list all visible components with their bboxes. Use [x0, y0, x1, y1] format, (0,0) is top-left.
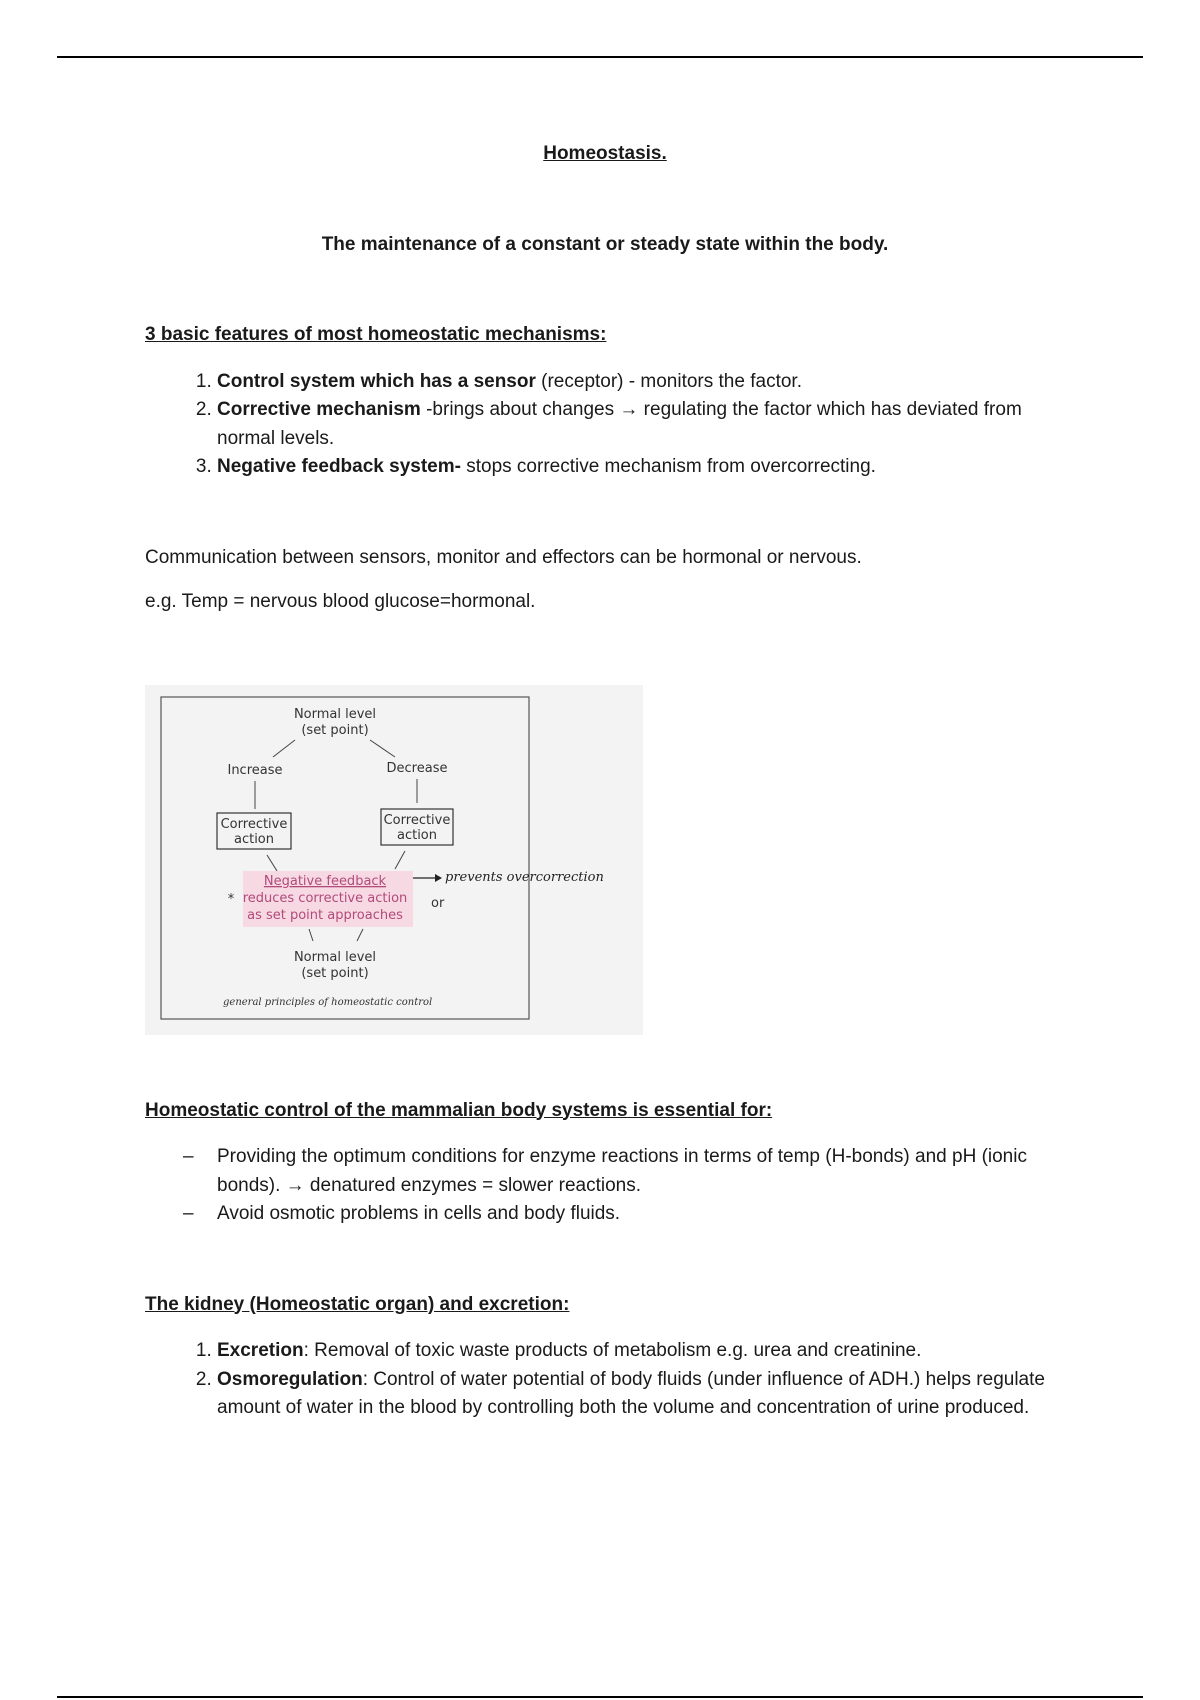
page-title: Homeostasis. — [543, 143, 667, 164]
corrective-right-2: action — [396, 827, 438, 843]
reduces-corrective: reduces corrective action — [242, 890, 408, 906]
list-item — [217, 368, 1065, 397]
essential-heading: Homeostatic control of the mammalian body systems is essential for: — [145, 1099, 773, 1121]
item-text: (receptor) - monitors the factor. — [535, 370, 802, 392]
list-item: – Avoid osmotic problems in cells and body fluids. — [217, 1200, 1065, 1229]
arrow-to-decrease — [370, 740, 395, 757]
item-bold: Corrective mechanism — [217, 399, 421, 420]
bottom-normal-level: Normal level — [293, 949, 377, 965]
footer-rule — [57, 1696, 1143, 1698]
list-item — [217, 396, 1065, 453]
increase-label: Increase — [227, 762, 283, 778]
top-normal-level: Normal level — [293, 706, 377, 722]
arrow-to-feedback-left — [267, 855, 277, 871]
document-page — [145, 140, 1065, 1423]
item-text: -brings about changes → regulating the factor which has deviated from normal levels. — [217, 399, 1022, 449]
set-point-approaches: as set point approaches — [247, 907, 403, 923]
bottom-set-point: (set point) — [301, 965, 369, 981]
decrease-label: Decrease — [386, 760, 448, 776]
communication-text: Communication between sensors, monitor and effectors can be hormonal or nervous. — [145, 546, 862, 568]
item-bold: Negative feedback system- — [217, 456, 461, 477]
asterisk-mark: * — [227, 891, 235, 907]
header-rule — [57, 56, 1143, 58]
annotation-arrowhead — [435, 874, 442, 882]
arrow-bottom-right — [357, 929, 363, 941]
kidney-list — [145, 1337, 1065, 1423]
kidney-heading: The kidney (Homeostatic organ) and excretion: — [145, 1293, 570, 1315]
arrow-to-feedback-right — [395, 851, 405, 869]
item-bold: Excretion — [217, 1340, 304, 1361]
essential-list — [145, 1143, 1065, 1229]
diagram-svg — [145, 685, 643, 1035]
item-text: : Removal of toxic waste products of metabolism e.g. urea and creatinine. — [303, 1340, 922, 1361]
item-bold: Osmoregulation — [217, 1368, 363, 1390]
handwritten-annotation: prevents overcorrection — [445, 869, 604, 885]
corrective-right-1: Corrective — [383, 812, 451, 828]
item-bold: Control system which has a sensor — [217, 370, 536, 392]
definition: The maintenance of a constant or steady state within the body. — [321, 233, 889, 255]
example-text: e.g. Temp = nervous blood glucose=hormonal. — [145, 591, 536, 612]
homeostasis-diagram — [145, 685, 643, 1035]
list-item — [217, 1337, 1065, 1366]
arrow-to-increase — [273, 740, 295, 757]
corrective-left-1: Corrective — [220, 816, 288, 832]
list-item — [217, 453, 1065, 482]
or-mark: or — [431, 895, 445, 911]
negative-feedback: Negative feedback — [263, 873, 387, 889]
features-heading: 3 basic features of most homeostatic mechanisms: — [145, 324, 607, 345]
list-item: – Providing the optimum conditions for enzyme reactions in terms of temp (H-bonds) and pH (ionic bonds). → denatured enzymes = slower reactions. — [217, 1143, 1065, 1200]
diagram-caption: general principles of homeostatic control — [223, 996, 433, 1008]
corrective-left-2: action — [233, 831, 275, 847]
features-list — [145, 368, 1065, 482]
arrow-bottom-left — [309, 929, 313, 941]
item-text: stops corrective mechanism from overcorrecting. — [460, 456, 876, 477]
list-item — [217, 1366, 1065, 1423]
item-text: : Control of water potential of body fluids (under influence of ADH.) helps regulate amount of water in the blood by controlling both the volume and concentration of urine produced. — [217, 1368, 1045, 1418]
top-set-point: (set point) — [301, 722, 369, 738]
